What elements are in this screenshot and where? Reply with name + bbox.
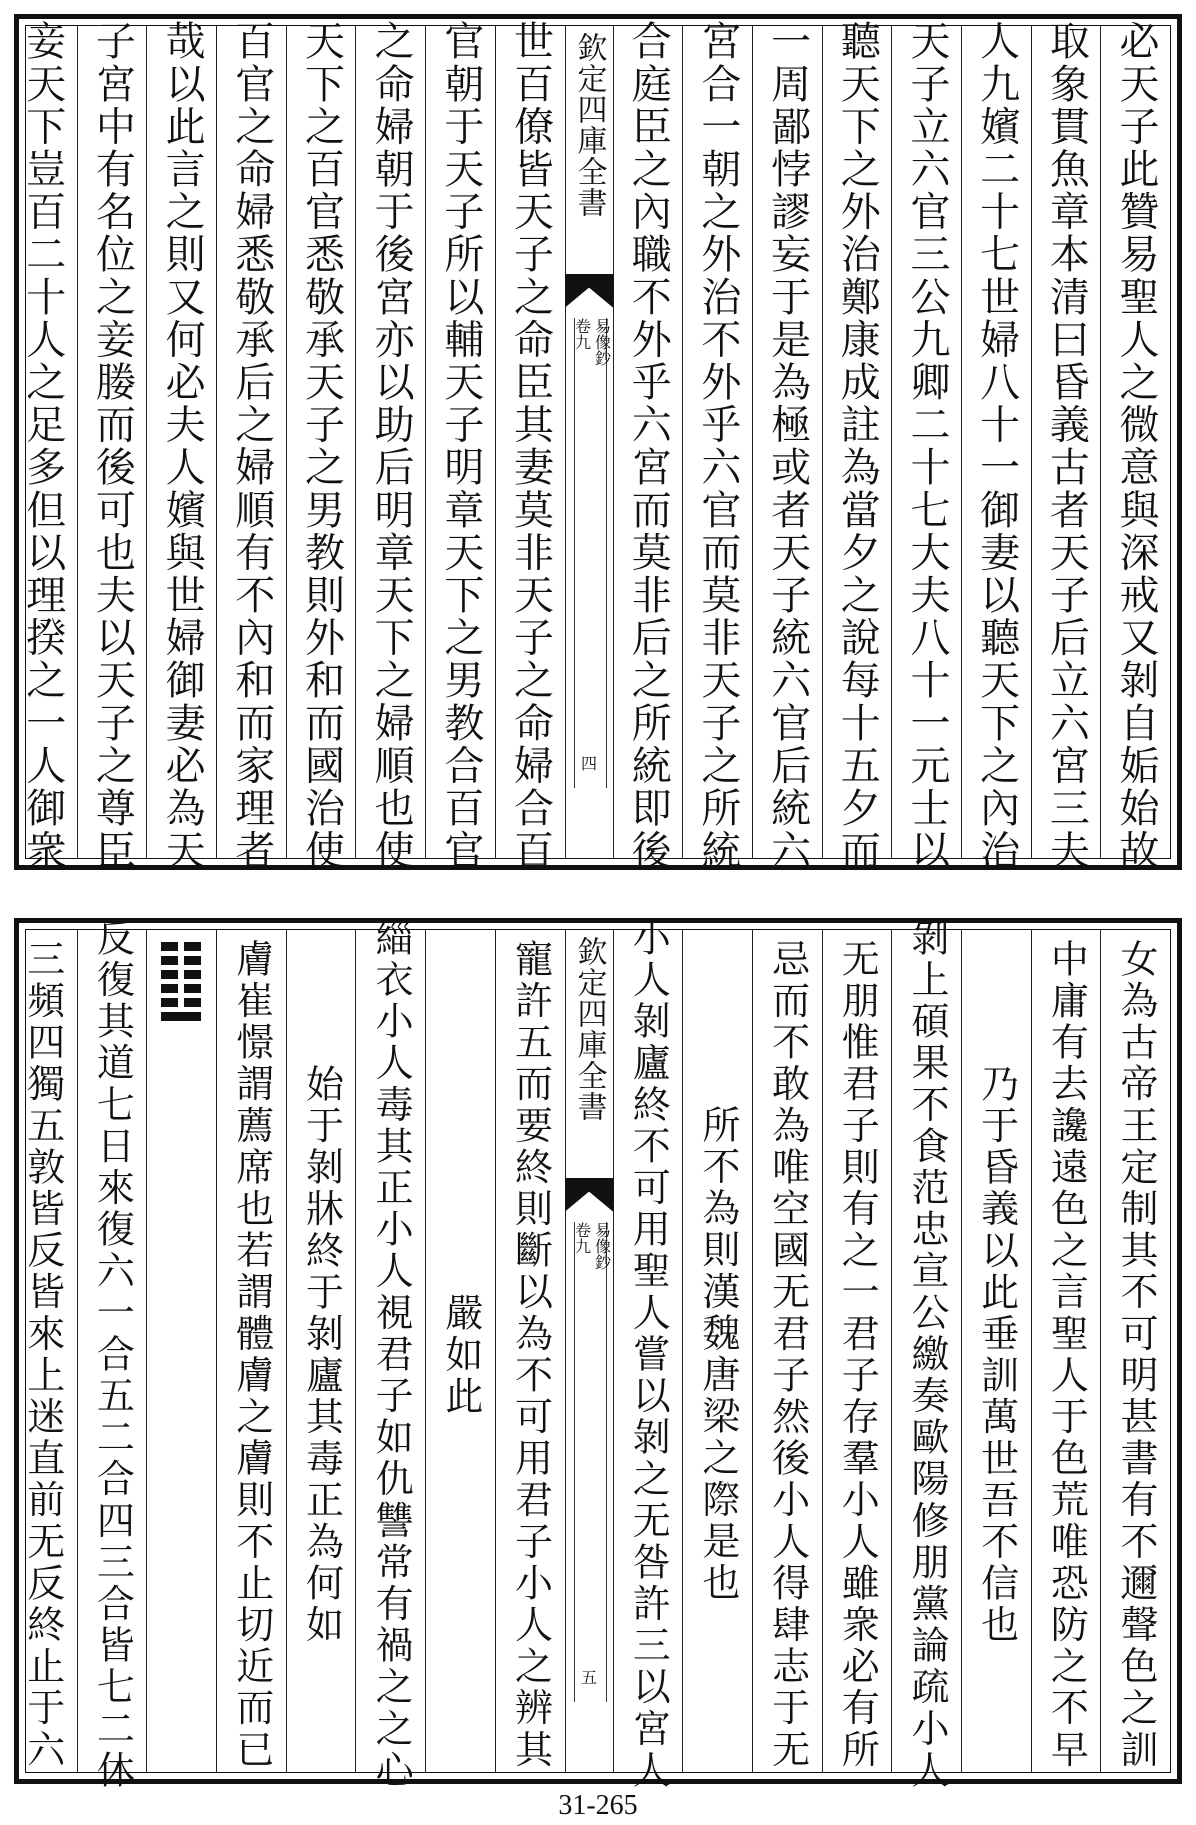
text-column — [613, 918, 683, 1792]
column-text: 小人剝廬終不可用聖人嘗以剝之无咎許三以宮人 — [626, 918, 671, 1792]
page-number: 五 — [580, 1668, 597, 1687]
yin-line — [161, 998, 201, 1007]
sub-title: 易像鈔 — [592, 318, 612, 366]
text-column — [822, 20, 892, 872]
column-text: 哉以此言之則又何必夫人嬪與世婦御妻必為天 — [159, 20, 206, 872]
text-column — [613, 20, 683, 872]
column-text: 宮合一朝之外治不外乎六官而莫非天子之所統 — [694, 20, 741, 872]
book-title: 欽定四庫全書 — [571, 32, 607, 218]
yin-line — [161, 942, 201, 951]
column-text: 合庭臣之內職不外乎六宮而莫非后之所統即後 — [625, 20, 672, 872]
text-column — [891, 918, 961, 1792]
text-column — [752, 930, 822, 1772]
volume-label — [571, 318, 611, 408]
column-text: 聽天下之外治鄭康成註為當夕之說每十五夕而 — [834, 20, 881, 872]
column-text: 官朝于天子所以輔天子明章天下之男教合百官 — [437, 20, 484, 872]
yin-line — [161, 970, 201, 979]
column-text: 百官之命婦悉敬承后之婦順有不內和而家理者 — [228, 20, 275, 872]
column-text: 无朋惟君子則有之一君子存羣小人雖衆必有所 — [835, 939, 880, 1771]
page-reference: 31-265 — [558, 1790, 638, 1821]
fish-tail-mark — [565, 1178, 614, 1212]
text-column — [355, 20, 425, 872]
column-text: 天下之百官悉敬承天子之男教則外和而國治使 — [298, 20, 345, 872]
column-text: 寵許五而要終則斷以為不可用君子小人之辨其 — [508, 939, 553, 1771]
page-number: 四 — [580, 754, 597, 773]
column-text: 天子立六官三公九卿二十七大夫八十一元士以 — [903, 20, 950, 872]
fu-hexagram-icon — [161, 942, 201, 1021]
column-text: 三頻四獨五敦皆反皆來上迷直前无反終止于六 — [20, 939, 65, 1771]
column-text: 一周鄙悖謬妄于是為極或者天子統六官后統六 — [764, 20, 811, 872]
column-text: 中庸有去讒遠色之言聖人于色荒唯恐防之不早 — [1044, 939, 1089, 1771]
juan-label: 卷九 — [572, 1222, 592, 1254]
sub-title: 易像鈔 — [592, 1222, 612, 1270]
text-column — [961, 930, 1031, 1772]
column-text: 膚崔憬謂薦席也若謂體膚之膚則不止切近而已 — [229, 939, 274, 1771]
top-page-frame — [14, 14, 1182, 870]
text-column — [77, 20, 147, 872]
text-column — [1031, 930, 1101, 1772]
text-column — [286, 20, 356, 872]
column-text: 人九嬪二十七世婦八十一御妻以聽天下之內治 — [973, 20, 1020, 872]
center-fold-column — [565, 26, 613, 858]
fish-tail-mark — [565, 274, 614, 308]
column-text: 嚴如此 — [438, 1292, 483, 1418]
text-column — [495, 930, 565, 1772]
column-text: 乃于昏義以此垂訓萬世吾不信也 — [974, 1063, 1019, 1647]
column-text: 忌而不敢為唯空國无君子然後小人得肆志于无 — [765, 939, 810, 1771]
text-column — [286, 930, 356, 1772]
text-column — [146, 930, 216, 1772]
column-text: 始于剝牀終于剝廬其毒正為何如 — [299, 1063, 344, 1647]
text-column — [1100, 20, 1170, 872]
column-text: 反復其道七日來復六一合五二合四三合皆七二休 — [90, 918, 135, 1792]
column-text: 緇衣小人毒其正小人視君子如仇讐常有禍之之心 — [369, 918, 414, 1792]
text-column — [961, 20, 1031, 872]
column-text: 世百僚皆天子之命臣其妻莫非天子之命婦合百 — [507, 20, 554, 872]
column-text: 必天子此贊易聖人之微意與深戒又剝自姤始故 — [1113, 20, 1159, 872]
center-fold-column — [565, 930, 613, 1772]
column-text: 妾天下豈百二十人之足多但以理揆之一人御衆 — [19, 20, 66, 872]
yin-line — [161, 956, 201, 965]
column-text: 剝上碩果不食范忠宣公繳奏歐陽修朋黨論疏小人 — [904, 918, 949, 1792]
juan-label: 卷九 — [572, 318, 592, 350]
text-column — [146, 20, 216, 872]
text-column — [495, 20, 565, 872]
column-text: 之命婦朝于後宮亦以助后明章天下之婦順也使 — [368, 20, 415, 872]
text-column — [1100, 930, 1170, 1772]
text-column — [822, 930, 892, 1772]
volume-label — [571, 1222, 611, 1312]
yin-line — [161, 984, 201, 993]
text-column — [425, 20, 495, 872]
text-column — [891, 20, 961, 872]
text-column — [682, 20, 752, 872]
book-title: 欽定四庫全書 — [571, 936, 607, 1122]
text-column — [216, 20, 286, 872]
text-column — [1031, 20, 1101, 872]
yang-line — [161, 1012, 201, 1021]
text-column — [752, 20, 822, 872]
text-column — [682, 930, 752, 1772]
top-page-columns — [19, 20, 1171, 872]
column-text: 取象貫魚章本清曰昏義古者天子后立六宮三夫 — [1043, 20, 1090, 872]
bottom-page-frame — [14, 918, 1182, 1792]
column-text: 所不為則漢魏唐梁之際是也 — [695, 1105, 740, 1605]
text-column — [355, 918, 425, 1792]
text-column — [7, 20, 77, 872]
text-column — [425, 930, 495, 1772]
column-text: 女為古帝王定制其不可明甚書有不邇聲色之訓 — [1114, 939, 1158, 1771]
column-text: 子宮中有名位之妾媵而後可也夫以天子之尊臣 — [89, 20, 136, 872]
text-column — [7, 930, 77, 1772]
bottom-page-columns — [20, 918, 1171, 1792]
text-column — [77, 918, 147, 1792]
text-column — [216, 930, 286, 1772]
